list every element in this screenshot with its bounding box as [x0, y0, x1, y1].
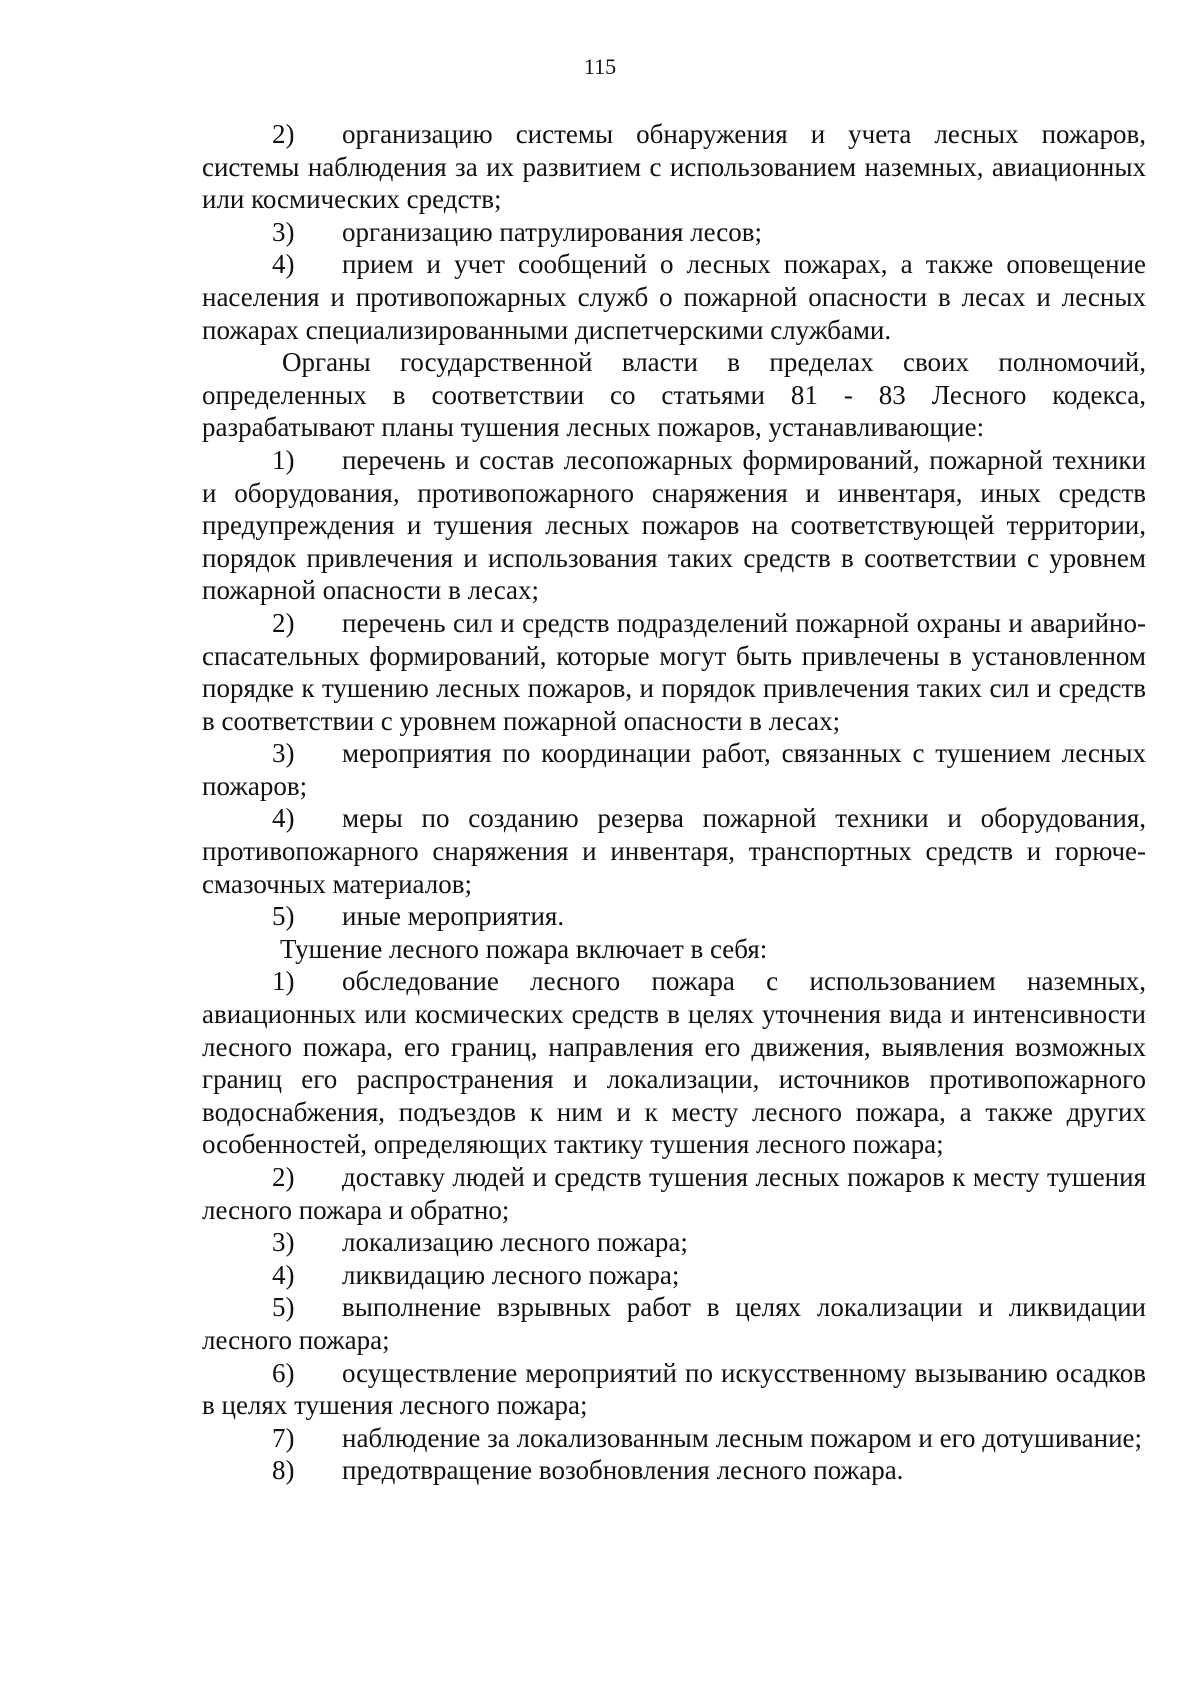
list-item-number: 5) [272, 901, 295, 932]
list-item-text: организацию системы обнаружения и учета лесных пожаров, системы наблюдения за их развитием с использованием наземных, авиационных или космических средств; [202, 119, 1146, 215]
list-item [202, 1259, 1146, 1292]
document-body [202, 118, 1146, 1487]
list-item-text: предотвращение возобновления лесного пожара. [342, 1455, 904, 1486]
list-item-text: иные мероприятия. [342, 901, 565, 932]
paragraph-intro-extinguishing: Тушение лесного пожара включает в себя: [280, 933, 768, 964]
list-item-number: 5) [272, 1292, 295, 1323]
list-item [202, 248, 1146, 346]
list-item-number: 2) [272, 607, 295, 638]
list-item-text: осуществление мероприятий по искусственному вызыванию осадков в целях тушения лесного пожара; [202, 1357, 1146, 1421]
list-item [202, 1454, 1146, 1487]
list-item-number: 3) [272, 1227, 295, 1258]
paragraph-intro-plans: Органы государственной власти в пределах своих полномочий, определенных в соответствии со статьями 81 - 83 Лесного кодекса, разрабатывают планы тушения лесных пожаров, устанавливающие: [202, 347, 1146, 443]
list-item-number: 3) [272, 216, 295, 247]
list-item-text: мероприятия по координации работ, связанных с тушением лесных пожаров; [202, 738, 1146, 801]
list-item-number: 3) [272, 738, 295, 769]
list-item-text: перечень и состав лесопожарных формирований, пожарной техники и оборудования, противопожарного снаряжения и инвентаря, иных средств предупреждения и тушения лесных пожаров на соответствующей территории, порядок привлечения и использования таких средств в соответствии с уровнем пожарной опасности в лесах; [202, 444, 1146, 606]
list-item [202, 737, 1146, 802]
list-item [202, 118, 1146, 216]
list-item-number: 7) [272, 1422, 295, 1453]
list-item-number: 1) [272, 444, 295, 475]
list-item-text: выполнение взрывных работ в целях локализации и ликвидации лесного пожара; [202, 1292, 1146, 1355]
list-item [202, 900, 1146, 933]
list-item-number: 2) [272, 1162, 295, 1192]
list-item [202, 965, 1146, 1161]
list-item-number: 4) [272, 249, 295, 280]
list-item-number: 2) [272, 119, 295, 149]
list-item [202, 1291, 1146, 1356]
list-item [202, 1422, 1146, 1455]
page-number: 115 [583, 54, 617, 79]
list-item [202, 1161, 1146, 1226]
list-item [202, 607, 1146, 737]
list-item-text: ликвидацию лесного пожара; [342, 1259, 680, 1290]
list-item-number: 4) [272, 1259, 295, 1290]
list-item-text: доставку людей и средств тушения лесных пожаров к месту тушения лесного пожара и обратно; [202, 1162, 1146, 1225]
list-item [202, 216, 1146, 249]
list-item-text: организацию патрулирования лесов; [342, 216, 762, 247]
list-item-number: 6) [272, 1357, 295, 1388]
list-item-number: 4) [272, 803, 295, 834]
list-item-text: меры по созданию резерва пожарной техники и оборудования, противопожарного снаряжения и инвентаря, транспортных средств и горюче-смазочных материалов; [202, 803, 1146, 899]
list-item [202, 1357, 1146, 1422]
list-item [202, 1226, 1146, 1259]
list-item-number: 8) [272, 1455, 295, 1486]
list-item [202, 444, 1146, 607]
list-item-text: наблюдение за локализованным лесным пожаром и его дотушивание; [342, 1422, 1143, 1453]
list-item-number: 1) [272, 966, 295, 997]
list-item-text: прием и учет сообщений о лесных пожарах, а также оповещение населения и противопожарных служб о пожарной опасности в лесах и лесных пожарах специализированными диспетчерскими службами. [202, 249, 1146, 345]
list-item-text: обследование лесного пожара с использованием наземных, авиационных или космических средств в целях уточнения вида и интенсивности лесного пожара, его границ, направления его движения, выявления возможных границ его распространения и локализации, источников противопожарного водоснабжения, подъездов к ним и к месту лесного пожара, а также других особенностей, определяющих тактику тушения лесного пожара; [202, 966, 1146, 1160]
list-item-text: перечень сил и средств подразделений пожарной охраны и аварийно-спасательных формирований, которые могут быть привлечены в установленном порядке к тушению лесных пожаров, и порядок привлечения таких сил и средств в соответствии с уровнем пожарной опасности в лесах; [202, 607, 1146, 736]
list-item-text: локализацию лесного пожара; [342, 1227, 688, 1258]
list-item [202, 802, 1146, 900]
